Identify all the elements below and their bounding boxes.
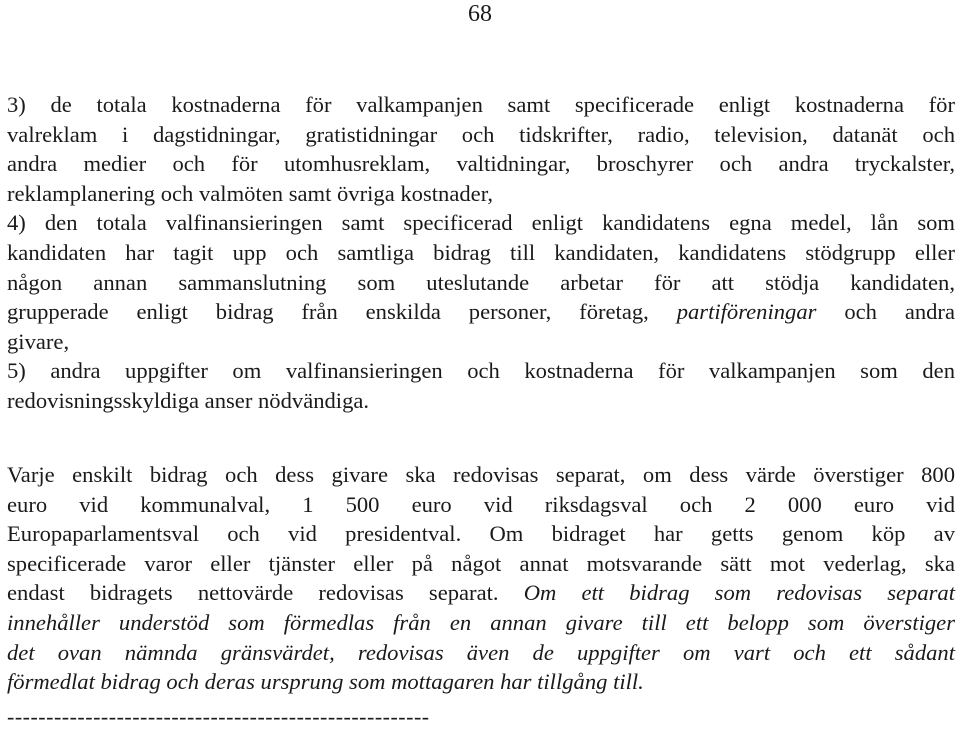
text-line: kandidaten har tagit upp och samtliga bidrag till kandidaten, kandidatens stödgrupp eller	[7, 239, 955, 265]
text-line: Varje enskilt bidrag och dess givare ska redovisas separat, om dess värde överstiger 800	[7, 462, 955, 487]
text-segment: grupperade enligt bidrag från enskilda personer, företag,	[7, 299, 649, 325]
text-line: det ovan nämnda gränsvärdet, redovisas även de uppgifter om vart och ett sådant	[7, 639, 955, 665]
text-line	[7, 578, 955, 608]
text-line: förmedlat bidrag och deras ursprung som mottagaren har tillgång till.	[7, 669, 644, 695]
text-line: euro vid kommunalval, 1 500 euro vid riksdagsval och 2 000 euro vid	[7, 491, 955, 517]
text-line: Europaparlamentsval och vid presidentval. Om bidraget har getts genom köp av	[7, 521, 955, 547]
text-line: andra medier och för utomhusreklam, valtidningar, broschyrer och andra tryckalster,	[7, 151, 955, 177]
text-line: redovisningsskyldiga anser nödvändiga.	[7, 387, 370, 413]
page-number: 68	[468, 1, 492, 27]
list-paragraph	[7, 90, 955, 416]
text-line: innehåller understöd som förmedlas från en annan givare till ett belopp som överstiger	[7, 609, 955, 635]
text-line: specificerade varor eller tjänster eller på något annat motsvarande sätt mot vederlag, ska	[7, 550, 955, 576]
dashed-separator: ------------------------------------------------------	[7, 704, 430, 729]
text-line: 3) de totala kostnaderna för valkampanjen samt specificerade enligt kostnaderna för	[7, 92, 955, 117]
text-line: valreklam i dagstidningar, gratistidningar och tidskrifter, radio, television, datanät och	[7, 121, 955, 147]
body-paragraph	[7, 460, 955, 697]
text-line: någon annan sammanslutning som uteslutande arbetar för att stödja kandidaten,	[7, 269, 955, 295]
text-line	[7, 297, 955, 327]
text-line: reklamplanering och valmöten samt övriga kostnader,	[7, 180, 493, 206]
text-line: 4) den totala valfinansieringen samt specificerad enligt kandidatens egna medel, lån som	[7, 210, 955, 236]
italic-term: partiföreningar	[676, 299, 817, 325]
text-segment: och andra	[844, 299, 955, 325]
italic-sentence: Om ett bidrag som redovisas separat	[523, 580, 955, 606]
text-line: 5) andra uppgifter om valfinansieringen och kostnaderna för valkampanjen som den	[7, 358, 955, 384]
text-segment: endast bidragets nettovärde redovisas separat.	[7, 580, 499, 606]
text-line: givare,	[7, 328, 70, 354]
